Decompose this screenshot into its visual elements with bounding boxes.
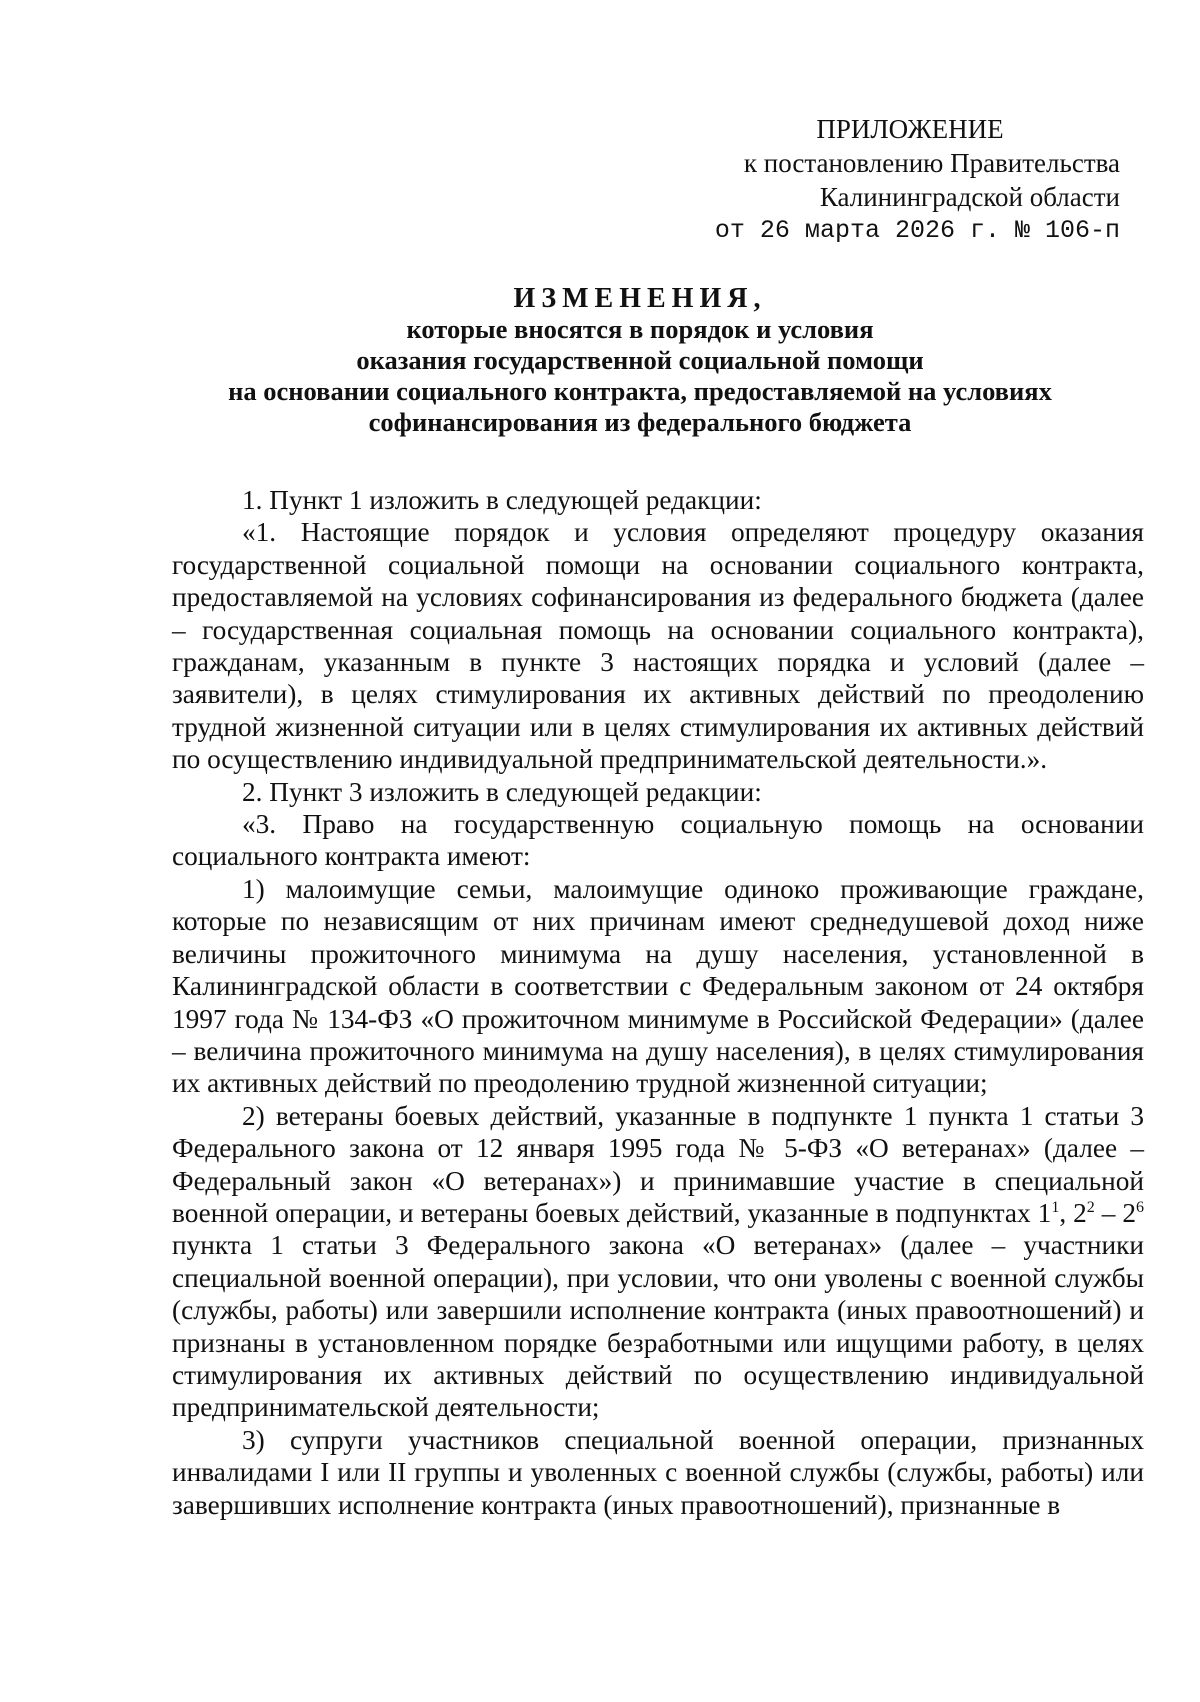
appendix-line-2: Калининградской области bbox=[819, 182, 1120, 212]
document-body bbox=[172, 484, 1144, 1521]
heading-line-2: оказания государственной социальной помощи bbox=[356, 345, 924, 375]
appendix-line-1: к постановлению Правительства bbox=[743, 148, 1120, 178]
heading-line-1: которые вносятся в порядок и условия bbox=[406, 314, 874, 344]
paragraph-5: 1) малоимущие семьи, малоимущие одиноко проживающие граждане, которые по независящим от них причинам имеют среднедушевой доход ниже величины прожиточного минимума на душу населения, установленной в Калининградской области в соответствии с Федеральным законом от 24 октября 1997 года № 134-ФЗ «О прожиточном минимуме в Российской Федерации» (далее – величина прожиточного минимума на душу населения), в целях стимулирования их активных действий по преодолению трудной жизненной ситуации; bbox=[172, 873, 1144, 1099]
appendix-block bbox=[660, 112, 1120, 248]
heading-line-4: софинансирования из федерального бюджета bbox=[368, 407, 912, 437]
paragraph-1: 1. Пункт 1 изложить в следующей редакции: bbox=[242, 485, 762, 515]
superscript-6: 6 bbox=[1136, 1198, 1144, 1216]
heading-line-3: на основании социального контракта, предоставляемой на условиях bbox=[228, 376, 1052, 406]
paragraph-3: 2. Пункт 3 изложить в следующей редакции: bbox=[242, 776, 762, 807]
paragraph-6 bbox=[172, 1100, 1144, 1424]
paragraph-6-part-d: пункта 1 статьи 3 Федерального закона «О ветеранах» (далее – участники специальной военной операции), при условии, что они уволены с военной службы (службы, работы) или завершили исполнение контракта (иных правоотношений) и признаны в установленном порядке безработными или ищущими работу, в целях стимулирования их активных действий по осуществлению индивидуальной предпринимательской деятельности; bbox=[172, 1230, 1144, 1423]
paragraph-2: «1. Настоящие порядок и условия определяют процедуру оказания государственной социальной помощи на основании социального контракта, предоставляемой на условиях софинансирования из федерального бюджета (далее – государственная социальная помощь на основании социального контракта), гражданам, указанным в пункте 3 настоящих порядка и условий (далее – заявители), в целях стимулирования их активных действий по преодолению трудной жизненной ситуации или в целях стимулирования их активных действий по осуществлению индивидуальной предпринимательской деятельности.». bbox=[172, 517, 1144, 775]
superscript-1: 1 bbox=[1051, 1198, 1060, 1216]
appendix-title: ПРИЛОЖЕНИЕ bbox=[816, 114, 1004, 144]
superscript-2: 2 bbox=[1086, 1198, 1095, 1216]
paragraph-6-part-c: – 2 bbox=[1094, 1197, 1136, 1228]
document-heading bbox=[160, 283, 1120, 438]
paragraph-6-part-a: 2) ветераны боевых действий, указанные в подпункте 1 пункта 1 статьи 3 Федерального закона от 12 января 1995 года № 5-ФЗ «О ветеранах» (далее – Федеральный закон «О ветеранах») и принимавшие участие в специальной военной операции, и ветераны боевых действий, указанные в подпунктах 1 bbox=[172, 1100, 1144, 1228]
paragraph-7: 3) супруги участников специальной военной операции, признанных инвалидами I или II группы и уволенных с военной службы (службы, работы) или завершивших исполнение контракта (иных правоотношений), признанные в bbox=[172, 1424, 1144, 1520]
appendix-date: от 26 марта 2026 г. № 106-п bbox=[714, 216, 1120, 245]
paragraph-6-part-b: , 2 bbox=[1059, 1197, 1087, 1228]
paragraph-4: «3. Право на государственную социальную помощь на основании социального контракта имеют: bbox=[172, 809, 1144, 872]
heading-main: ИЗМЕНЕНИЯ, bbox=[513, 283, 767, 314]
